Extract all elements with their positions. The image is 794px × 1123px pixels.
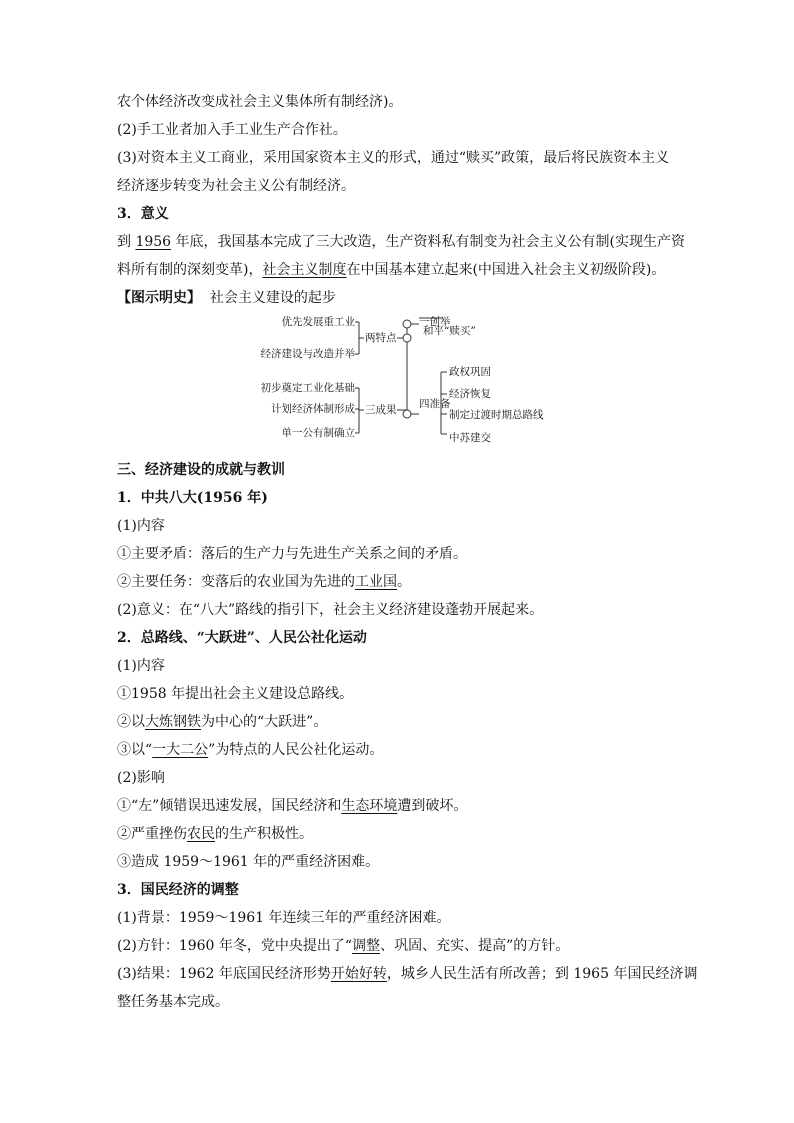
underlined-answer: 工业国	[355, 574, 397, 590]
subheading: 1．中共八大(1956 年)	[117, 490, 268, 506]
underlined-answer: 调整	[352, 938, 381, 954]
caption-title: 社会主义建设的起步	[209, 290, 336, 306]
text-line	[117, 740, 383, 760]
subheading: 2．总路线、“大跃进”、人民公社化运动	[117, 630, 367, 646]
text-line: (1)内容	[117, 518, 165, 534]
diagram-node-four-preparations: 四准备	[419, 398, 451, 410]
text-line: (1)背景：1959～1961 年连续三年的严重经济困难。	[117, 910, 451, 926]
text-line	[117, 796, 467, 816]
text-segment: ②主要任务：变落后的农业国为先进的	[117, 574, 355, 590]
text-line	[117, 936, 569, 956]
text-line: ③造成 1959～1961 年的严重经济困难。	[117, 854, 380, 870]
text-segment: 遭到破坏。	[397, 798, 468, 814]
text-line: ①1958 年提出社会主义建设总路线。	[117, 686, 354, 702]
underlined-answer: 农民	[187, 826, 215, 842]
diagram-label: 一创举	[419, 316, 451, 328]
underlined-answer: 生态环境	[341, 798, 398, 814]
diagram-label: 优先发展重工业	[281, 316, 355, 328]
text-line: 整任务基本完成。	[117, 994, 229, 1010]
text-segment: 料所有制的深刻变革)，	[117, 262, 263, 278]
diagram-label: 政权巩固	[449, 366, 491, 378]
text-segment: ①“左”倾错误迅速发展，国民经济和	[117, 798, 342, 814]
text-segment: 在中国基本建立起来(中国进入社会主义初级阶段)。	[346, 262, 666, 278]
diagram-node-two-features: 两特点	[365, 332, 397, 344]
text-line: 经济逐步转变为社会主义公有制经济。	[117, 178, 355, 194]
diagram-label: 和平“赎买”	[423, 325, 476, 337]
text-segment: 、巩固、充实、提高”的方针。	[380, 938, 570, 954]
diagram-caption	[117, 288, 336, 308]
text-line: ①主要矛盾：落后的生产力与先进生产关系之间的矛盾。	[117, 546, 467, 562]
text-line: (2)手工业者加入手工业生产合作社。	[117, 122, 347, 138]
diagram-label: 初步奠定工业化基础	[260, 382, 355, 394]
text-line: (2)意义：在“八大”路线的指引下，社会主义经济建设蓬勃开展起来。	[117, 602, 544, 618]
text-segment: ②严重挫伤	[117, 826, 187, 842]
diagram-label: 制定过渡时期总路线	[449, 409, 544, 421]
underlined-answer: 1956	[135, 234, 172, 250]
diagram-label: 中苏建交	[449, 432, 491, 444]
diagram-label: 计划经济体制形成	[271, 403, 355, 415]
text-line	[117, 260, 665, 280]
text-segment: 为中心的“大跃进”。	[201, 714, 328, 730]
caption-tag: 【图示明史】	[117, 290, 201, 306]
text-line: (3)对资本主义工商业，采用国家资本主义的形式，通过“赎买”政策，最后将民族资本主义	[117, 150, 670, 166]
text-line	[117, 232, 685, 252]
text-line	[117, 964, 697, 984]
underlined-answer: 开始好转	[330, 966, 387, 982]
text-segment: ”为特点的人民公社化运动。	[208, 742, 384, 758]
text-segment: 的生产积极性。	[215, 826, 313, 842]
text-segment: 到	[117, 234, 136, 250]
diagram-label: 经济建设与改造并举	[260, 348, 355, 360]
text-segment: 。	[397, 574, 411, 590]
underlined-answer: 社会主义制度	[262, 262, 347, 278]
underlined-answer: 大炼钢铁	[145, 714, 201, 730]
text-line: 农个体经济改变成社会主义集体所有制经济)。	[117, 94, 403, 110]
text-line	[117, 572, 411, 592]
underlined-answer: 一大二公	[152, 742, 209, 758]
subheading: 3．国民经济的调整	[117, 882, 239, 898]
text-line: (1)内容	[117, 658, 165, 674]
section-heading: 三、经济建设的成就与教训	[117, 462, 285, 478]
diagram-label: 单一公有制确立	[281, 427, 355, 439]
diagram-node-three-results: 三成果	[365, 404, 397, 416]
text-segment: ，城乡人民生活有所改善；到 1965 年国民经济调	[386, 966, 698, 982]
text-line	[117, 824, 313, 844]
mind-map-diagram	[251, 314, 551, 454]
diagram-label: 经济恢复	[449, 388, 491, 400]
text-segment: (2)方针：1960 年冬，党中央提出了“	[117, 938, 353, 954]
text-segment: 年底，我国基本完成了三大改造，生产资料私有制变为社会主义公有制(实现生产资	[171, 234, 686, 250]
text-segment: ②以	[117, 714, 145, 730]
text-line: (2)影响	[117, 770, 165, 786]
text-line	[117, 712, 327, 732]
text-segment: ③以“	[117, 742, 153, 758]
text-segment: (3)结果：1962 年底国民经济形势	[117, 966, 331, 982]
subheading-significance: 3．意义	[117, 206, 169, 222]
